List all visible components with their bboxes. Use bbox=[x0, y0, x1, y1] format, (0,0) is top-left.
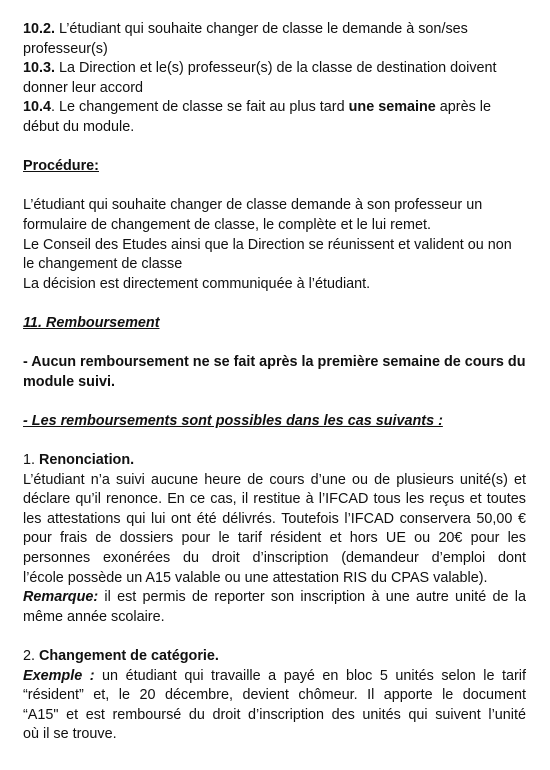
no-refund-line-2: module suivi. bbox=[23, 373, 115, 390]
remark-text: il est permis de reporter son inscription à une autre unité de la bbox=[98, 589, 526, 606]
rule-number: 10.4 bbox=[23, 99, 52, 116]
no-refund-line-1: - Aucun remboursement ne se fait après la première semaine de cours du bbox=[23, 354, 526, 371]
rule-number: 10.3. bbox=[23, 60, 56, 77]
remark-label: Remarque: bbox=[23, 589, 99, 606]
refund-cases-heading: - Les remboursements sont possibles dans les cas suivants : bbox=[23, 412, 443, 429]
procedure-line: Le Conseil des Etudes ainsi que la Direction se réunissent et valident ou non bbox=[23, 236, 512, 253]
case-2-title-line bbox=[23, 647, 526, 667]
procedure-line: le changement de classe bbox=[23, 256, 183, 273]
rule-10-4-line-1 bbox=[23, 98, 526, 118]
example-text: un étudiant qui travaille a payé en bloc 5 unités selon le tarif bbox=[94, 667, 526, 684]
rule-text: La Direction et le(s) professeur(s) de la classe de destination doivent bbox=[55, 60, 497, 77]
case-title: Changement de catégorie. bbox=[39, 648, 219, 664]
section-11-heading: 11. Remboursement bbox=[23, 314, 160, 331]
case-1-line: les attestations qui lui ont été délivrés. Toutefois l’IFCAD conservera 50,00 € bbox=[23, 510, 526, 527]
case-2-last-line: où il se trouve. bbox=[23, 726, 117, 743]
procedure-line: L’étudiant qui souhaite changer de classe demande à son professeur un bbox=[23, 197, 483, 214]
example-label: Exemple : bbox=[23, 667, 95, 684]
case-number: 1. bbox=[23, 452, 39, 469]
rule-10-4-line-2: début du module. bbox=[23, 118, 135, 135]
spacer bbox=[23, 177, 526, 197]
case-1-line: L’étudiant n’a suivi aucune heure de cours d’une ou de plusieurs unité(s) et bbox=[23, 471, 526, 488]
case-1-line: personnes exonérées du droit d’inscription (demandeur d’emploi dont bbox=[23, 550, 526, 567]
case-1-remark-line-2: même année scolaire. bbox=[23, 608, 165, 625]
spacer bbox=[23, 392, 526, 412]
case-title: Renonciation. bbox=[39, 452, 135, 469]
spacer bbox=[23, 627, 526, 647]
rule-10-3-line-1 bbox=[23, 59, 526, 79]
spacer bbox=[23, 294, 526, 314]
case-number: 2. bbox=[23, 648, 39, 664]
case-2-example-line-1 bbox=[23, 667, 526, 687]
procedure-line: formulaire de changement de classe, le complète et le lui remet. bbox=[23, 216, 431, 233]
spacer bbox=[23, 334, 526, 354]
rule-10-2-line-2: professeur(s) bbox=[23, 40, 108, 57]
rule-text: . Le changement de classe se fait au plus tard bbox=[51, 99, 349, 116]
rule-10-2-line-1 bbox=[23, 20, 526, 40]
rule-text: L’étudiant qui souhaite changer de classe le demande à son/ses bbox=[55, 21, 468, 37]
rule-10-3-line-2: donner leur accord bbox=[23, 79, 143, 96]
case-2-line: “résident” et, le 20 décembre, devient chômeur. Il apporte le document bbox=[23, 687, 526, 704]
case-1-line: déclare qu’il renonce. En ce cas, il restitue à l’IFCAD tous les reçus et toutes bbox=[23, 491, 526, 508]
case-1-line: l’école possède un A15 valable ou une attestation RIS du CPAS valable). bbox=[23, 569, 488, 586]
rule-emphasis: une semaine bbox=[348, 99, 436, 116]
spacer bbox=[23, 431, 526, 451]
case-1-remark-line-1 bbox=[23, 588, 526, 608]
case-1-title-line bbox=[23, 451, 526, 471]
case-1-line: pour frais de dossiers pour le tarif résident et hors UE ou 20€ pour les bbox=[23, 530, 526, 547]
rule-text: après le bbox=[435, 99, 491, 116]
procedure-line: La décision est directement communiquée à l’étudiant. bbox=[23, 275, 371, 292]
procedure-heading: Procédure: bbox=[23, 158, 99, 175]
rule-number: 10.2. bbox=[23, 21, 56, 37]
case-2-line: “A15" et est remboursé du droit d’inscription des unités qui suivent l’unité bbox=[23, 706, 526, 723]
spacer bbox=[23, 138, 526, 158]
